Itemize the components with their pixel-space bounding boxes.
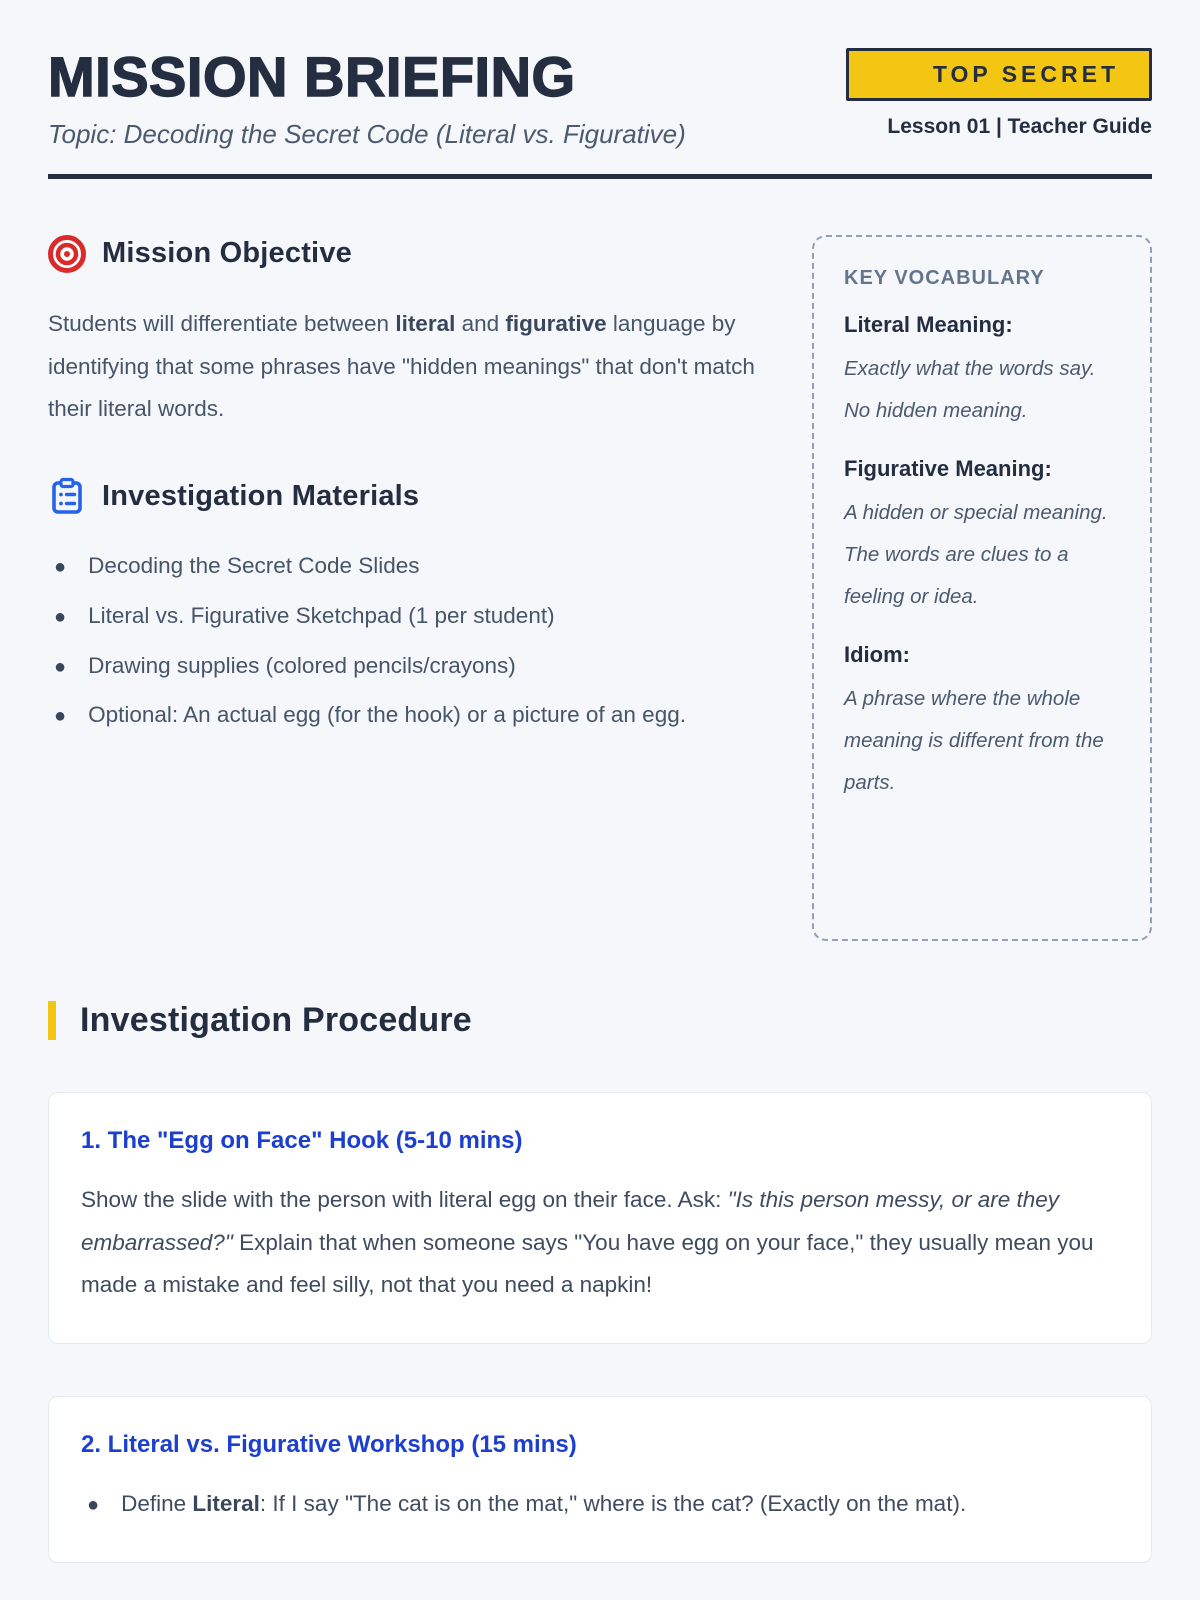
procedure-step-card-1 (48, 1092, 1152, 1344)
vocab-term-name: Literal Meaning: (844, 311, 1013, 337)
list-item-text: Decoding the Secret Code Slides (88, 553, 420, 579)
vocab-term-definition: A hidden or special meaning. The words are clues to a feeling or idea. (844, 500, 1108, 608)
vocab-term (844, 642, 1120, 804)
step-1-body: Show the slide with the person with literal egg on their face. Ask: "Is this person messy, or are they embarrassed?" Explain that when someone says "You have egg on your face," they usually mean you made a mistake and feel silly, not that you need a napkin! (81, 1186, 1094, 1298)
mission-objective-heading (48, 235, 784, 273)
header-divider (48, 174, 1152, 179)
vocab-term-name: Figurative Meaning: (844, 455, 1052, 481)
lesson-info: Lesson 01 | Teacher Guide (887, 115, 1152, 138)
list-item-text: Optional: An actual egg (for the hook) or a picture of an egg. (88, 702, 686, 728)
list-item (48, 694, 784, 737)
bullet-dot: ● (54, 705, 67, 728)
top-secret-badge: TOP SECRET (846, 48, 1152, 101)
page-header (48, 45, 1152, 150)
bullet-dot: ● (54, 556, 67, 579)
bullet-dot: ● (87, 1494, 100, 1517)
main-columns (48, 235, 1152, 941)
vocab-term (844, 456, 1120, 618)
key-vocabulary-title: KEY VOCABULARY (844, 266, 1045, 289)
page-title: MISSION BRIEFING (48, 45, 576, 108)
list-item (48, 545, 784, 588)
procedure-heading (48, 1001, 1152, 1040)
header-left (48, 45, 686, 150)
mission-objective-body: Students will differentiate between literal and figurative language by identifying that some phrases have "hidden meanings" that don't match their literal words. (48, 310, 755, 422)
step-2-bullet-text: Define Literal: If I say "The cat is on the mat," where is the cat? (Exactly on the mat). (121, 1491, 967, 1517)
vocab-term-name: Idiom: (844, 641, 910, 667)
vocab-term (844, 312, 1120, 432)
list-item-text: Literal vs. Figurative Sketchpad (1 per student) (88, 602, 555, 628)
vocab-term-definition: A phrase where the whole meaning is different from the parts. (844, 686, 1104, 794)
list-item (48, 645, 784, 688)
step-2-bullet (81, 1483, 1119, 1526)
procedure-step-card-2 (48, 1396, 1152, 1563)
materials-section (48, 477, 784, 737)
left-column (48, 235, 784, 744)
mission-objective-title: Mission Objective (102, 237, 352, 270)
bullet-dot: ● (54, 605, 67, 628)
materials-list (48, 545, 784, 737)
bullet-dot: ● (54, 655, 67, 678)
clipboard-icon (48, 477, 86, 515)
step-2-title: 2. Literal vs. Figurative Workshop (15 mins) (81, 1431, 577, 1459)
procedure-title: Investigation Procedure (80, 1000, 472, 1039)
list-item (48, 595, 784, 638)
materials-heading (48, 477, 784, 515)
list-item-text: Drawing supplies (colored pencils/crayons) (88, 652, 516, 678)
step-1-title: 1. The "Egg on Face" Hook (5-10 mins) (81, 1126, 523, 1154)
target-icon (48, 235, 86, 273)
topic-subtitle: Topic: Decoding the Secret Code (Literal vs. Figurative) (48, 118, 686, 149)
header-right (846, 48, 1152, 139)
vocab-term-definition: Exactly what the words say. No hidden meaning. (844, 356, 1096, 422)
key-vocabulary-box (812, 235, 1152, 941)
materials-title: Investigation Materials (102, 479, 420, 512)
